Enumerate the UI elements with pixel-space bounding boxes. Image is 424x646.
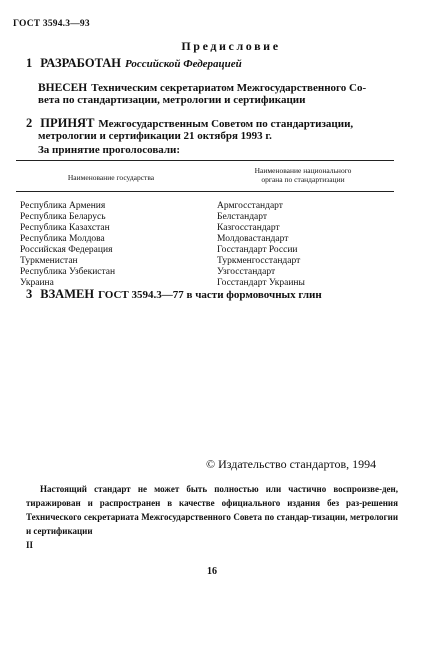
section-1-text: Российской Федерацией xyxy=(125,58,242,70)
page-number: 16 xyxy=(207,566,217,577)
table-header-org xyxy=(212,166,394,184)
table-row-state: Республика Узбекистан xyxy=(20,267,116,277)
table-row-state: Республика Казахстан xyxy=(20,223,110,233)
table-row-org: Казгосстандарт xyxy=(217,223,280,233)
table-row-org: Узгосстандарт xyxy=(217,267,276,277)
document-code: ГОСТ 3594.3—93 xyxy=(13,19,90,29)
table-column-states xyxy=(20,201,115,289)
section-1-keyword: РАЗРАБОТАН xyxy=(40,56,122,70)
table-row-org: Армгосстандарт xyxy=(217,201,283,211)
table-row-state: Республика Армения xyxy=(20,201,106,211)
section-2-text-1: Межгосударственным Советом по стандартизации, xyxy=(98,118,354,130)
table-row-org: Молдовастандарт xyxy=(217,234,289,244)
table-row-state: Республика Беларусь xyxy=(20,212,106,222)
section-2-line-2: метрологии и сертификации 21 октября 1993 г. xyxy=(38,130,272,142)
section-3-keyword: ВЗАМЕН xyxy=(40,287,95,301)
section-2-number: 2 xyxy=(26,116,33,130)
table-row-state: Украина xyxy=(20,278,54,288)
vnesen-line-2: вета по стандартизации, метрологии и сертификации xyxy=(38,94,306,106)
vnesen-text-1: Техническим секретариатом Межгосударственного Со- xyxy=(91,82,367,94)
table-row-org: Госстандарт Украины xyxy=(217,278,305,288)
table-row-state: Республика Молдова xyxy=(20,234,105,244)
section-2-keyword: ПРИНЯТ xyxy=(40,116,95,130)
table-column-orgs xyxy=(217,201,305,289)
section-2-line-3: За принятие проголосовали: xyxy=(38,144,181,156)
section-1 xyxy=(26,56,242,71)
section-1-number: 1 xyxy=(26,56,33,70)
table-row-org: Белстандарт xyxy=(217,212,268,222)
page-title: Предисловие xyxy=(181,39,281,53)
section-3 xyxy=(26,287,322,302)
table-row-state: Туркменистан xyxy=(20,256,78,266)
reproduction-notice: Настоящий стандарт не может быть полностью или частично воспроизве-ден, тиражирован и распространен в качестве официального издания без раз-решения Технического секретариата Межгосударственного Совета по стандар-тизации, метрологии и сертификации xyxy=(26,484,398,536)
table-row-state: Российская Федерация xyxy=(20,245,113,255)
table-header-org-line-1: Наименование национального xyxy=(254,166,352,175)
section-2-line-1 xyxy=(26,116,396,131)
table-header-org-line-2: органа по стандартизации xyxy=(261,175,345,184)
vnesen-line-1 xyxy=(38,80,366,95)
table-header-rule xyxy=(16,191,394,192)
notice-mark: II xyxy=(26,540,34,550)
table-header-state: Наименование государства xyxy=(67,173,155,182)
table-top-rule xyxy=(16,160,394,161)
copyright-line: © Издательство стандартов, 1994 xyxy=(206,457,377,471)
section-3-number: 3 xyxy=(26,287,33,301)
table-row-org: Туркменгосстандарт xyxy=(217,256,301,266)
vnesen-keyword: ВНЕСЕН xyxy=(38,82,88,94)
section-3-text: ГОСТ 3594.3—77 в части формовочных глин xyxy=(98,289,322,301)
table-row-org: Госстандарт России xyxy=(217,245,298,255)
